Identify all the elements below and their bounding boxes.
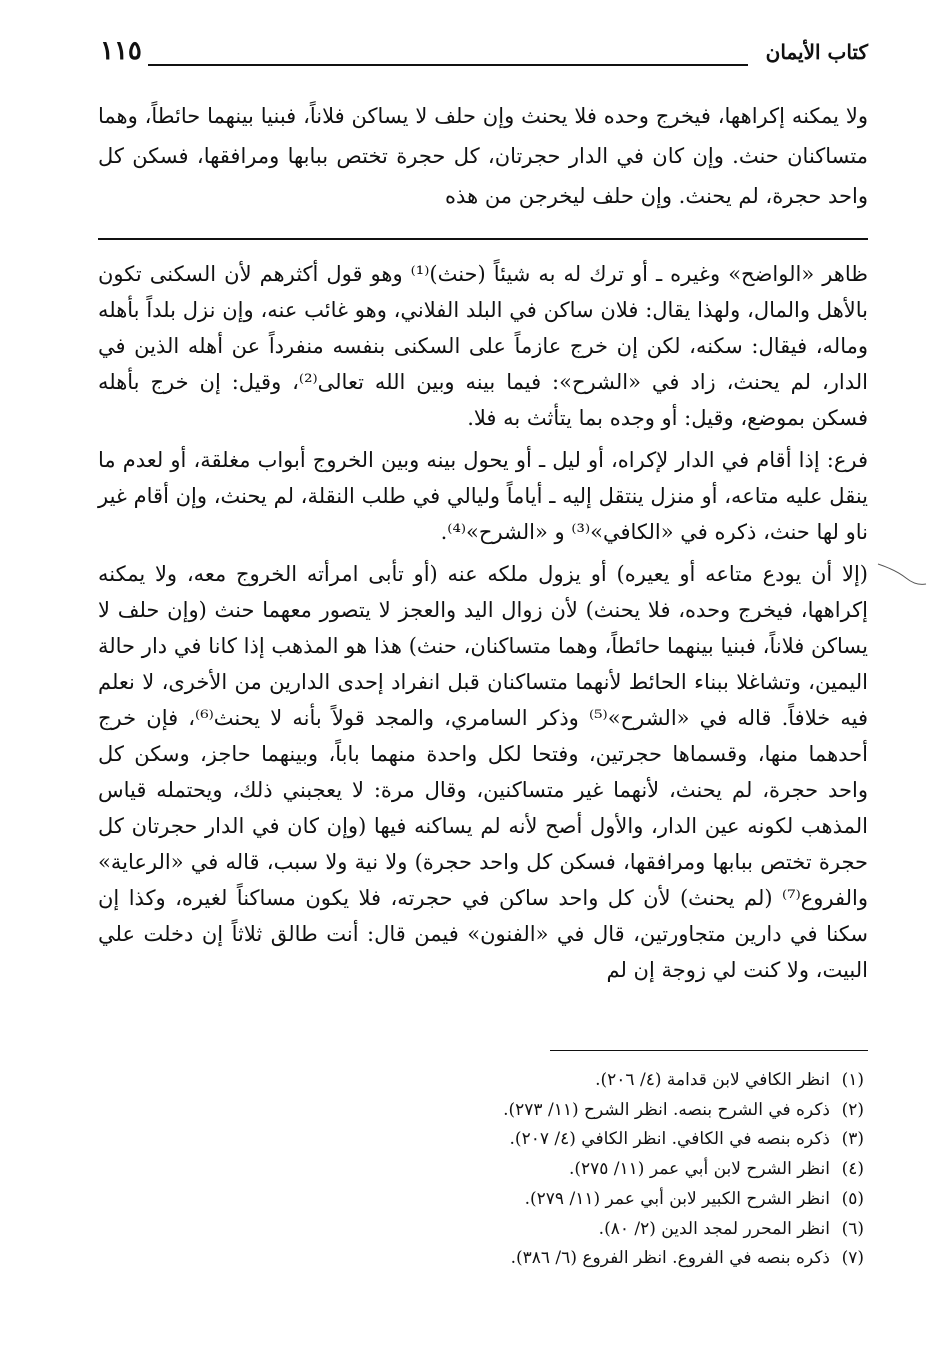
footnote-number: (٥): [841, 1188, 864, 1209]
commentary-paragraph-1: ظاهر «الواضح» وغيره ـ أو ترك له به شيئاً (حنث)⁽¹⁾ وهو قول أكثرهم لأن السكنى تكون بالأهل والمال، ولهذا يقال: فلان ساكن في البلد الفلاني، وهو غائب عنه، وإن نزل بلداً بأهله وماله، فيقال: سكنه، لكن إن خرج عازماً على السكنى بنفسه منفرداً عن أهله الذين في الدار، لم يحنث، زاد في «الشرح»: فيما بينه وبين الله تعالى⁽²⁾، وقيل: إن خرج بأهله فسكن بموضع، وقيل: أو وجده بما يتأثث به فلا.: [98, 262, 868, 430]
footnote-item: [98, 1185, 864, 1215]
page-number: ١١٥: [100, 36, 142, 66]
footnote-number: (٤): [841, 1159, 864, 1180]
footnote-item: [98, 1215, 864, 1245]
footnote-rule: [550, 1050, 868, 1051]
footnote-text: ذكره بنصه في الكافي. انظر الكافي (٤/ ٢٠٧).: [509, 1129, 830, 1150]
footnote-number: (٣): [841, 1129, 864, 1150]
scan-mark: [876, 560, 928, 586]
footnotes: [98, 1066, 864, 1274]
footnote-text: انظر الكافي لابن قدامة (٤/ ٢٠٦).: [595, 1070, 830, 1090]
commentary-text: [98, 256, 868, 988]
footnote-number: (١): [841, 1070, 864, 1090]
running-title: كتاب الأيمان: [765, 40, 868, 64]
footnote-text: ذكره بنصه في الفروع. انظر الفروع (٦/ ٣٨٦).: [510, 1248, 830, 1269]
footnote-number: (٢): [841, 1099, 864, 1120]
matn-paragraph: ولا يمكنه إكراهها، فيخرج وحده فلا يحنث وإن حلف لا يساكن فلاناً، فبنيا بينهما حائطاً، وهما متساكنان حنث. وإن كان في الدار حجرتان، كل حجرة تختص ببابها ومرافقها، فسكن كل واحد حجرة، لم يحنث. وإن حلف ليخرجن من هذه: [98, 104, 868, 208]
footnote-number: (٦): [841, 1218, 864, 1239]
footnote-item: [98, 1125, 864, 1155]
page-header: [100, 36, 868, 76]
footnote-text: انظر الشرح لابن أبي عمر (١١/ ٢٧٥).: [568, 1159, 830, 1180]
footnote-item: [98, 1066, 864, 1096]
commentary-paragraph-2: فرع: إذا أقام في الدار لإكراه، أو ليل ـ أو يحول بينه وبين الخروج أبواب مغلقة، أو لعدم ما ينقل عليه متاعه، أو منزل ينتقل إليه ـ أياماً وليالي في طلب النقلة، لم يحنث، وإن أقام غير ناو لها حنث، ذكره في «الكافي»⁽³⁾ و «الشرح»⁽⁴⁾.: [98, 448, 868, 544]
footnote-number: (٧): [841, 1248, 864, 1269]
commentary-paragraph-3: (إلا أن يودع متاعه أو يعيره) أو يزول ملكه عنه (أو تأبى امرأته الخروج معه، ولا يمكنه إكراهها، فيخرج وحده، فلا يحنث) لأن زوال اليد والعجز لا يتصور معهما حنث (وإن حلف لا يساكن فلاناً، فبنيا بينهما حائطاً، وهما متساكنان، حنث) هذا هو المذهب إذا كانا في دار حالة اليمين، وتشاغلا ببناء الحائط لأنهما متساكنان قبل انفراد إحدى الدارين من الأخرى، لا نعلم فيه خلافاً. قاله في «الشرح»⁽⁵⁾ وذكر السامري، والمجد قولاً بأنه لا يحنث⁽⁶⁾، فإن خرج أحدهما منها، وقسماها حجرتين، وفتحا لكل واحدة منهما باباً، وبينهما حاجز، وسكن كل واحد حجرة، لم يحنث، لأنهما غير متساكنين، وقال مرة: لا يعجبني ذلك، ويحتمله قياس المذهب لكونه عين الدار، والأول أصح لأنه لم يساكنه فيها (وإن كان في الدار حجرتان كل حجرة تختص ببابها ومرافقها، فسكن كل واحد حجرة) ولا نية ولا سبب، قاله في «الرعاية» والفروع⁽⁷⁾ (لم يحنث) لأن كل واحد ساكن في حجرته، فلا يكون مساكناً لغيره، وكذا إن سكنا في دارين متجاورتين، قال في «الفنون» فيمن قال: أنت طالق ثلاثاً إن دخلت علي البيت، ولا كنت لي زوجة إن لم: [98, 562, 868, 982]
footnote-item: [98, 1096, 864, 1126]
footnote-text: انظر الشرح الكبير لابن أبي عمر (١١/ ٢٧٩).: [524, 1188, 830, 1209]
footnote-text: ذكره في الشرح بنصه. انظر الشرح (١١/ ٢٧٣).: [503, 1099, 830, 1120]
footnote-item: [98, 1155, 864, 1185]
header-rule: [148, 64, 748, 66]
matn-text: [98, 96, 868, 216]
matn-divider: [98, 238, 868, 240]
footnote-text: انظر المحرر لمجد الدين (٢/ ٨٠).: [598, 1218, 830, 1239]
footnote-item: [98, 1244, 864, 1274]
